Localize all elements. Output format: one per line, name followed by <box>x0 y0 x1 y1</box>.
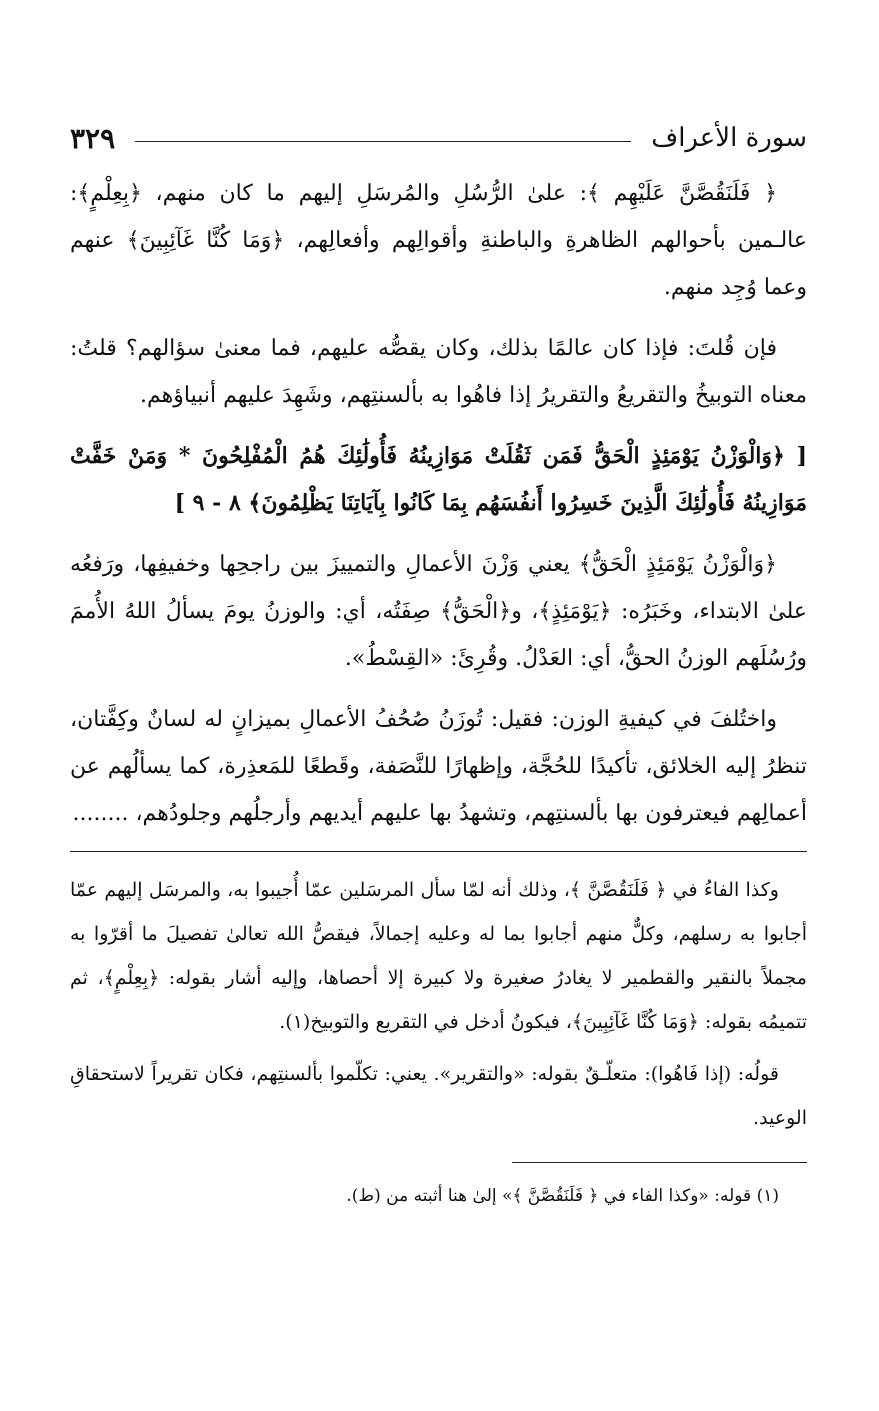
quran-verse: [ ﴿وَالْوَزْنُ يَوْمَئِذٍ الْحَقُّ فَمَن ثَقُلَتْ مَوَازِينُهُ فَأُولَٰئِكَ هُمُ الْمُفْلِحُونَ * وَمَنْ خَفَّتْ مَوَازِينُهُ فَأُولَٰئِكَ الَّذِينَ خَسِرُوا أَنفُسَهُم بِمَا كَانُوا بِآيَاتِنَا يَظْلِمُونَ﴾ ٨ - ٩ ] <box>70 443 807 516</box>
footnote: (١) قوله: «وكذا الفاء في ﴿ فَلَنَقُصَّنَّ ﴾» إلىٰ هنا أثبته من (ط). <box>346 1186 779 1206</box>
footnote-rule <box>512 1162 807 1163</box>
header-rule <box>135 141 631 142</box>
paragraph-question: فإن قُلتَ: فإذا كان عالمًا بذلك، وكان يقصُّه عليهم، فما معنىٰ سؤالهم؟ قلتُ: معناه التوبيخُ والتقريعُ والتقريرُ إذا فاهُوا به بألسنتِهم، وشَهِدَ عليهم أنبياؤهم. <box>70 336 807 408</box>
page-number: ٣٢٩ <box>70 121 116 155</box>
main-text <box>70 170 807 837</box>
page-header <box>70 118 807 158</box>
notes-separator <box>70 851 807 852</box>
surah-title: سورة الأعراف <box>651 123 807 153</box>
paragraph-weighing: ﴿وَالْوَزْنُ يَوْمَئِذٍ الْحَقُّ﴾ يعني وَزْنَ الأعمالِ والتمييزَ بين راجحِها وخفيفِها، ورَفعُه علىٰ الابتداء، وخَبَرُه: ﴿يَوْمَئِذٍ﴾، و﴿الْحَقُّ﴾ صِفَتُه، أي: والوزنُ يومَ يسألُ اللهُ الأُممَ ورُسُلَهم الوزنُ الحقُّ، أي: العَدْلُ. وقُرِئَ: «القِسْطُ». <box>70 552 807 671</box>
paragraph-commentary-1: ﴿ فَلَنَقُصَّنَّ عَلَيْهِم ﴾: علىٰ الرُّسُلِ والمُرسَلِ إليهم ما كان منهم، ﴿بِعِلْمٍ﴾: عالـمين بأحوالهم الظاهرةِ والباطنةِ وأقوالِهم وأفعالِهم، ﴿وَمَا كُنَّا غَآئِبِينَ﴾ عنهم وعما وُجِد منهم. <box>70 181 807 300</box>
note-paragraph: وكذا الفاءُ في ﴿ فَلَنَقُصَّنَّ ﴾، وذلك أنه لمّا سأل المرسَلين عمّا أُجيبوا به، والمرسَل إليهم عمّا أجابوا به رسلهم، وكلٌّ منهم أجابوا بما له وعليه إجمالاً، فيقصُّ الله تعالىٰ تفصيلَ ما أقرّوا به مجملاً بالنقير والقطمير لا يغادرُ صغيرة ولا كبيرة إلا أحصاها، وإليه أشار بقوله: ﴿بِعِلْمٍ﴾، ثم تتميمُه بقوله: ﴿وَمَا كُنَّا غَآئِبِينَ﴾، فيكونُ أدخل في التقريع والتوبيخ(١). <box>70 879 807 1033</box>
note-paragraph: قولُه: (إذا فَاهُوا): متعلّـقٌ بقوله: «والتقرير». يعني: تكلّموا بألسنتِهم، فكان تقريراً لاستحقاقِ الوعيد. <box>70 1063 807 1129</box>
paragraph-scales: واختُلفَ في كيفيةِ الوزن: فقيل: تُوزَنُ صُحُفُ الأعمالِ بميزانٍ له لسانٌ وكِفَّتان، تنظرُ إليه الخلائق، تأكيدًا للحُجَّة، وإظهارًا للنَّصَفة، وقَطعًا للمَعذِرة، كما يسألُهم عن أعمالِهم فيعترفون بها بألسنتِهم، وتشهدُ بها عليهم أيديهم وأرجلُهم وجلودُهم، ........ <box>70 707 807 826</box>
marginal-notes <box>70 868 807 1211</box>
